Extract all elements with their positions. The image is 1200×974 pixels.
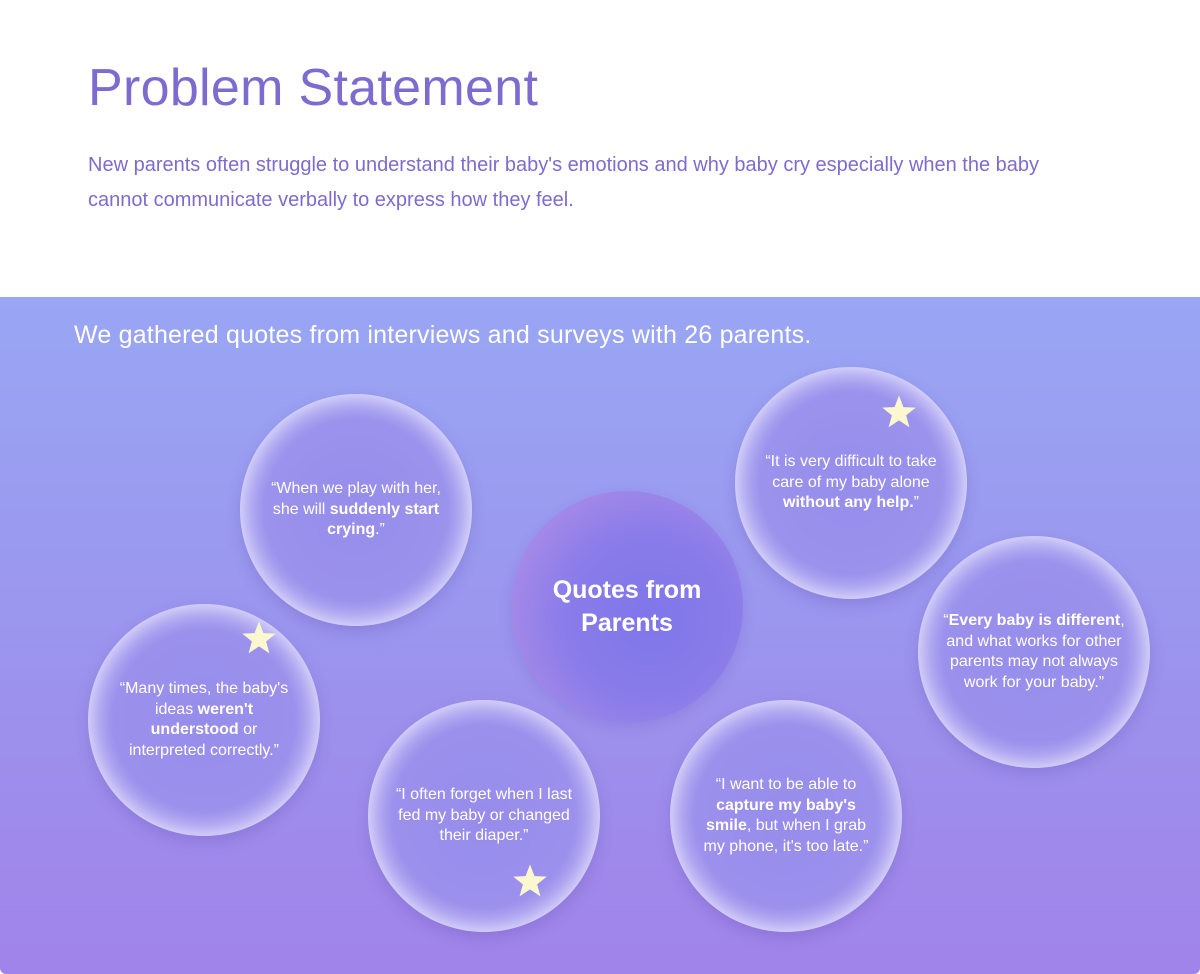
quote-text: “Many times, the baby's ideas weren't understood or interpreted correctly.” — [119, 680, 289, 759]
quote-text: “When we play with her, she will suddenly start crying.” — [271, 480, 441, 539]
star-icon — [880, 393, 918, 431]
header-section — [0, 0, 1200, 297]
quote-text: “I want to be able to capture my baby's smile, but when I grab my phone, it's too late.” — [703, 776, 869, 855]
quote-text: “I often forget when I last fed my baby or changed their diaper.” — [395, 786, 573, 845]
quote-bubble-without-help — [735, 367, 967, 599]
quote-text: “Every baby is different, and what works for other parents may not always work for your baby.” — [943, 612, 1125, 691]
quotes-intro: We gathered quotes from interviews and surveys with 26 parents. — [74, 321, 812, 349]
star-icon — [240, 619, 278, 657]
quote-bubble-not-understood — [88, 604, 320, 836]
quote-bubble-forget-feeding — [368, 700, 600, 932]
problem-statement-text: New parents often struggle to understand their baby's emotions and why baby cry especially when the baby cannot communicate verbally to express how they feel. — [88, 154, 1040, 211]
center-bubble — [511, 491, 743, 723]
star-icon — [511, 862, 549, 900]
quote-text: “It is very difficult to take care of my baby alone without any help.” — [765, 453, 937, 512]
quote-bubble-suddenly-crying — [240, 394, 472, 626]
page-title: Problem Statement — [88, 59, 539, 117]
center-title: Quotes from Parents — [552, 576, 702, 637]
quote-bubble-every-baby-different — [918, 536, 1150, 768]
quote-bubble-capture-smile — [670, 700, 902, 932]
quotes-panel — [0, 297, 1200, 974]
